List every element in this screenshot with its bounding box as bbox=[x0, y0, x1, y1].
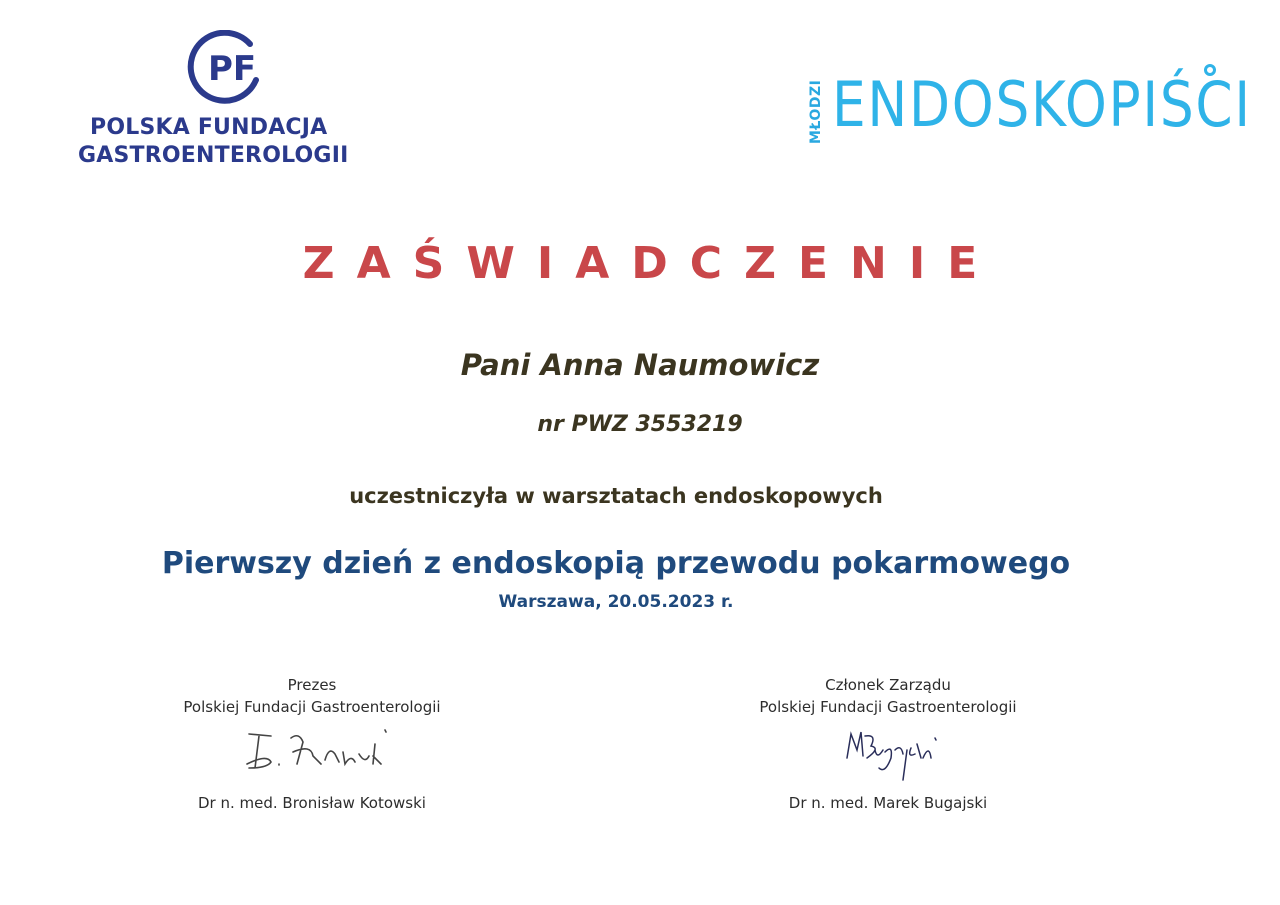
logo-small-text: MŁODZI bbox=[808, 79, 824, 145]
certificate-title: ZAŚWIADCZENIE bbox=[302, 238, 1000, 289]
recipient-name: Pani Anna Naumowicz bbox=[460, 348, 820, 382]
course-title: Pierwszy dzień z endoskopią przewodu pokarmowego bbox=[161, 546, 1071, 581]
signature-block-president bbox=[142, 674, 482, 814]
signature-role: Prezes bbox=[287, 676, 337, 694]
place-date: Warszawa, 20.05.2023 r. bbox=[498, 592, 734, 612]
pfg-monogram-icon bbox=[186, 30, 266, 106]
participation-text: uczestniczyła w warsztatach endoskopowych bbox=[349, 484, 883, 508]
signer-name: Dr n. med. Marek Bugajski bbox=[788, 794, 988, 812]
endoscope-tip-icon bbox=[1204, 64, 1216, 76]
signature-block-board-member bbox=[718, 674, 1058, 814]
handwritten-signature-kotowski bbox=[227, 724, 397, 774]
svg-text:PF: PF bbox=[208, 49, 257, 89]
logo-big-text: ENDOSKOPIŚCI bbox=[832, 68, 1252, 141]
signature-org: Polskiej Fundacji Gastroenterologii bbox=[759, 698, 1017, 716]
signature-role: Członek Zarządu bbox=[825, 676, 951, 694]
pwz-number: nr PWZ 3553219 bbox=[537, 412, 743, 437]
pfg-logo bbox=[78, 30, 378, 180]
org-line-2: GASTROENTEROLOGII bbox=[78, 143, 349, 168]
pfg-org-name bbox=[78, 114, 378, 170]
signature-org: Polskiej Fundacji Gastroenterologii bbox=[183, 698, 441, 716]
signer-name: Dr n. med. Bronisław Kotowski bbox=[198, 794, 426, 812]
handwritten-signature-bugajski bbox=[803, 724, 973, 782]
mlodzi-endoskopisci-logo bbox=[806, 62, 1252, 152]
org-line-1: POLSKA FUNDACJA bbox=[90, 115, 328, 140]
